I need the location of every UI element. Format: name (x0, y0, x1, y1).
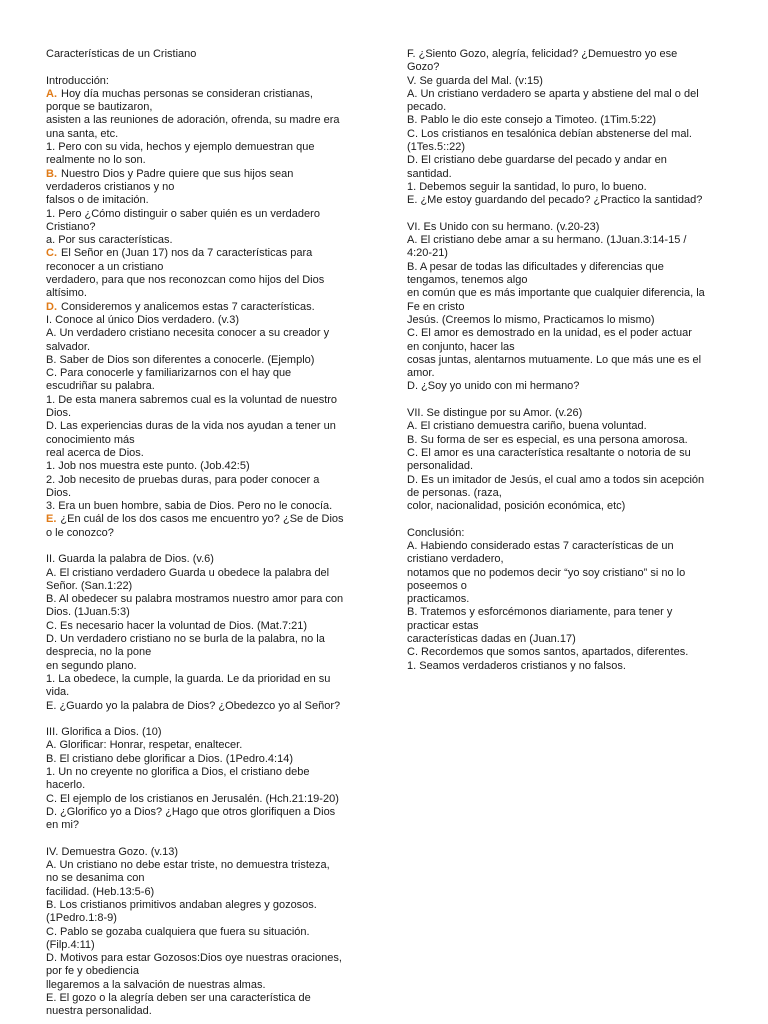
text-line: desprecia, no la pone (46, 646, 152, 659)
line-text: Nuestro Dios y Padre quiere que sus hijos sean (61, 167, 294, 180)
text-line: a. Por sus características. (46, 234, 173, 247)
text-line: B. Su forma de ser es especial, es una persona amorosa. (407, 433, 688, 446)
text-line: poseemos o (407, 579, 467, 592)
text-line: II. Guarda la palabra de Dios. (v.6) (46, 553, 214, 566)
paragraph-spacer (407, 208, 725, 221)
text-line: D. Motivos para estar Gozosos:Dios oye nuestras oraciones, (46, 952, 342, 965)
right-column (407, 48, 725, 673)
text-line: no se desanima con (46, 872, 145, 885)
text-line: tengamos, tenemos algo (407, 274, 528, 287)
text-line: C. El ejemplo de los cristianos en Jerusalén. (Hch.21:19-20) (46, 792, 339, 805)
text-line: Dios. (1Juan.5:3) (46, 606, 130, 619)
text-line: facilidad. (Heb.13:5-6) (46, 885, 155, 898)
text-line: VI. Es Unido con su hermano. (v.20-23) (407, 220, 600, 233)
text-line: 1. Seamos verdaderos cristianos y no falsos. (407, 659, 626, 672)
highlight-marker: E. (46, 513, 57, 526)
text-line: cosas juntas, alentarnos mutuamente. Lo que más une es el (407, 353, 702, 366)
paragraph-spacer (46, 61, 364, 74)
text-line: una santa, etc. (46, 127, 119, 140)
text-line: B. El cristiano debe glorificar a Dios. (1Pedro.4:14) (46, 752, 294, 765)
text-line: Jesús. (Creemos lo mismo, Practicamos lo mismo) (407, 313, 655, 326)
text-line: B. A pesar de todas las dificultades y diferencias que (407, 260, 664, 273)
text-line: Señor. (San.1:22) (46, 579, 133, 592)
highlight-marker: C. (46, 247, 57, 260)
text-line: en conjunto, hacer las (407, 340, 515, 353)
text-line: A. El cristiano verdadero Guarda u obedece la palabra del (46, 566, 330, 579)
text-line: o le conozco? (46, 526, 114, 539)
text-line: F. ¿Siento Gozo, alegría, felicidad? ¿Demuestro yo ese (407, 48, 678, 60)
text-line: A. Glorificar: Honrar, respetar, enaltecer. (46, 739, 243, 752)
highlight-marker: B. (46, 167, 57, 180)
text-line: (1Tes.5::22) (407, 141, 466, 154)
text-line: Gozo? (407, 61, 440, 74)
paragraph-spacer (407, 513, 725, 526)
text-line: C. El amor es una característica resaltante o notoria de su (407, 446, 691, 459)
text-line: asisten a las reuniones de adoración, ofrenda, su madre era (46, 114, 340, 127)
text-line: I. Conoce al único Dios verdadero. (v.3) (46, 313, 239, 326)
text-line: realmente no lo son. (46, 154, 146, 167)
highlight-marker: A. (46, 87, 57, 100)
text-line: D. Es un imitador de Jesús, el cual amo a todos sin acepción (407, 473, 705, 486)
text-line: 1. La obedece, la cumple, la guarda. Le da prioridad en su (46, 672, 331, 685)
text-line: Características de un Cristiano (46, 48, 197, 60)
line-text: ¿En cuál de los dos casos me encuentro yo? ¿Se de Dios (60, 513, 344, 526)
text-line: salvador. (46, 340, 91, 353)
text-line: C. Para conocerle y familiarizarnos con el hay que (46, 367, 292, 380)
paragraph-spacer (46, 713, 364, 726)
paragraph-spacer (46, 833, 364, 846)
text-line: B. Tratemos y esforcémonos diariamente, para tener y (407, 606, 673, 619)
text-line: reconocer a un cristiano (46, 260, 164, 273)
text-line: llegaremos a la salvación de nuestras almas. (46, 978, 266, 991)
text-line: D. ¿Soy yo unido con mi hermano? (407, 380, 580, 393)
text-line: pecado. (407, 101, 447, 114)
line-text: Consideremos y analicemos estas 7 características. (61, 300, 315, 313)
text-line: B. Los cristianos primitivos andaban alegres y gozosos. (46, 899, 317, 911)
text-line: verdadero, para que nos reconozcan como hijos del Dios (46, 274, 325, 287)
text-line: B. Saber de Dios son diferentes a conocerle. (Ejemplo) (46, 353, 315, 366)
text-line: Dios. (46, 407, 72, 420)
text-line: VII. Se distingue por su Amor. (v.26) (407, 407, 583, 420)
text-line: A. El cristiano debe amar a su hermano. (1Juan.3:14-15 / (407, 234, 687, 247)
text-line (46, 168, 364, 181)
text-line: altísimo. (46, 287, 87, 300)
text-line: C. Recordemos que somos santos, apartados, diferentes. (407, 646, 689, 659)
text-line: Dios. (46, 486, 72, 499)
text-line: 1. Pero con su vida, hechos y ejemplo demuestran que (46, 141, 315, 154)
text-line: nuestra personalidad. (46, 1005, 152, 1018)
text-line: A. Un cristiano no debe estar triste, no demuestra tristeza, (46, 859, 330, 872)
text-line: hacerlo. (46, 779, 86, 792)
text-line (46, 513, 364, 526)
text-line: santidad. (407, 167, 452, 180)
text-line: 1. Job nos muestra este punto. (Job.42:5) (46, 460, 250, 473)
text-line: 2. Job necesito de pruebas duras, para poder conocer a (46, 473, 320, 486)
text-line: C. Es necesario hacer la voluntad de Dios. (Mat.7:21) (46, 619, 308, 632)
text-line: D. El cristiano debe guardarse del pecado y andar en (407, 154, 667, 167)
text-line: A. Un verdadero cristiano necesita conocer a su creador y (46, 327, 330, 340)
text-line: Fe en cristo (407, 300, 465, 313)
text-line: en mi? (46, 819, 80, 832)
text-line: 1. Un no creyente no glorifica a Dios, el cristiano debe (46, 766, 310, 779)
text-line: de personas. (raza, (407, 486, 502, 499)
text-line: conocimiento más (46, 433, 135, 446)
text-line: 1. Debemos seguir la santidad, lo puro, lo bueno. (407, 180, 647, 193)
text-line: B. Pablo le dio este consejo a Timoteo. (1Tim.5:22) (407, 114, 657, 127)
text-line: practicamos. (407, 593, 470, 606)
line-text: Hoy día muchas personas se consideran cristianas, (61, 87, 313, 100)
left-column (46, 48, 364, 1019)
text-line: D. Las experiencias duras de la vida nos ayudan a tener un (46, 420, 336, 433)
text-line: 1. Pero ¿Cómo distinguir o saber quién es un verdadero (46, 207, 320, 220)
text-line: vida. (46, 686, 70, 699)
text-line: B. Al obedecer su palabra mostramos nuestro amor para con (46, 593, 344, 606)
text-line: A. Un cristiano verdadero se aparta y abstiene del mal o del (407, 87, 699, 100)
text-line: IV. Demuestra Gozo. (v.13) (46, 845, 179, 858)
text-line: en segundo plano. (46, 659, 137, 672)
text-line: porque se bautizaron, (46, 101, 153, 114)
text-line: practicar estas (407, 619, 479, 632)
text-line: V. Se guarda del Mal. (v:15) (407, 74, 543, 87)
text-line: Conclusión: (407, 526, 465, 539)
highlight-marker: D. (46, 300, 57, 313)
text-line: falsos o de imitación. (46, 194, 149, 207)
paragraph-spacer (46, 540, 364, 553)
text-line: 4:20-21) (407, 247, 448, 260)
text-line: D. ¿Glorifico yo a Dios? ¿Hago que otros glorifiquen a Dios (46, 805, 336, 818)
text-line: (1Pedro.1:8-9) (46, 912, 117, 925)
text-line: notamos que no podemos decir “yo soy cristiano” si no lo (407, 566, 686, 579)
text-line: en común que es más importante que cualquier diferencia, la (407, 287, 705, 300)
text-line: E. El gozo o la alegría deben ser una característica de (46, 992, 311, 1005)
text-line: por fe y obediencia (46, 965, 139, 978)
text-line: C. Los cristianos en tesalónica debían abstenerse del mal. (407, 127, 692, 140)
text-line: III. Glorifica a Dios. (10) (46, 726, 162, 739)
text-line: color, nacionalidad, posición económica, etc) (407, 500, 626, 513)
text-line: C. El amor es demostrado en la unidad, es el poder actuar (407, 327, 692, 340)
text-line: cristiano verdadero, (407, 553, 504, 566)
text-line: amor. (407, 367, 435, 380)
paragraph-spacer (407, 394, 725, 407)
text-line (46, 301, 364, 314)
text-line: personalidad. (407, 460, 474, 473)
text-line: D. Un verdadero cristiano no se burla de la palabra, no la (46, 633, 325, 646)
text-line: A. Habiendo considerado estas 7 características de un (407, 539, 674, 552)
text-line (46, 247, 364, 260)
text-line (46, 88, 364, 101)
text-line: A. El cristiano demuestra cariño, buena voluntad. (407, 420, 647, 433)
text-line: real acerca de Dios. (46, 446, 144, 459)
text-line: 3. Era un buen hombre, sabia de Dios. Pero no le conocía. (46, 500, 333, 513)
text-line: 1. De esta manera sabremos cual es la voluntad de nuestro (46, 393, 338, 406)
text-line: E. ¿Guardo yo la palabra de Dios? ¿Obedezco yo al Señor? (46, 699, 341, 712)
text-line: características dadas en (Juan.17) (407, 633, 576, 646)
text-line: verdaderos cristianos y no (46, 180, 175, 193)
text-line: escudriñar su palabra. (46, 380, 155, 393)
text-line: C. Pablo se gozaba cualquiera que fuera su situación. (46, 925, 310, 938)
text-line: Cristiano? (46, 220, 96, 233)
text-line: Introducción: (46, 74, 109, 87)
text-line: E. ¿Me estoy guardando del pecado? ¿Practico la santidad? (407, 194, 703, 207)
text-line: (Filp.4:11) (46, 938, 95, 951)
line-text: El Señor en (Juan 17) nos da 7 características para (61, 247, 313, 260)
